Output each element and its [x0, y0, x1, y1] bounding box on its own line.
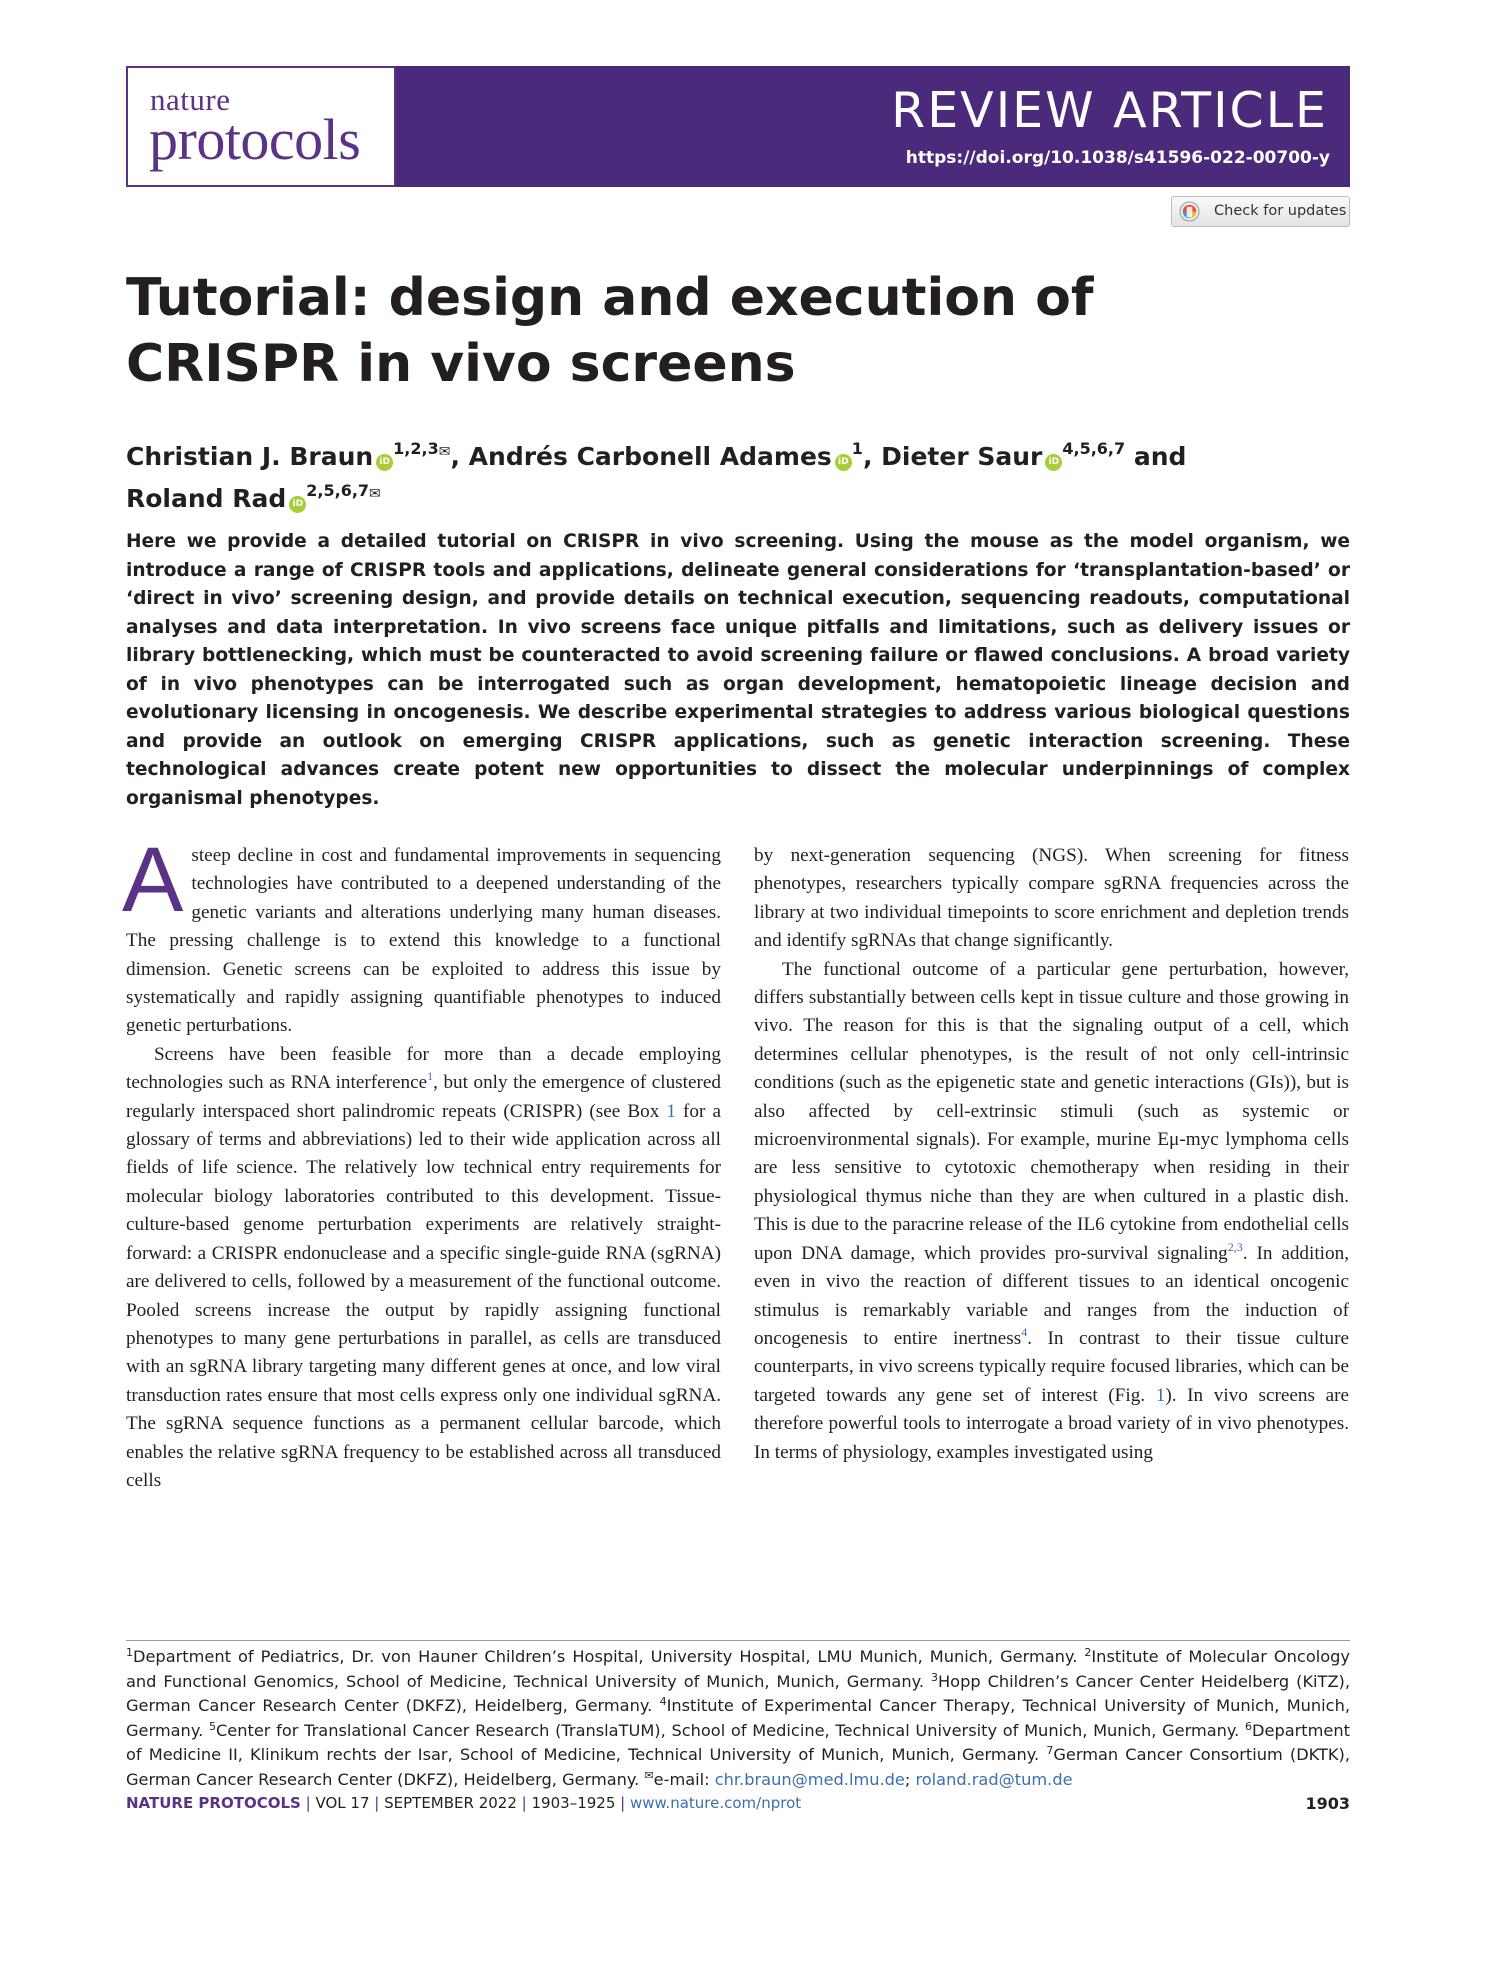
article-title: Tutorial: design and execution of CRISPR in vivo screens	[126, 268, 1094, 394]
paragraph-text: for a glossary of terms and abbreviations) led to their wide application across all fields of life science. The relatively low technical entry requirements for molecular biology laboratories contributed to this development. Tissue-culture-based genome perturbation experiments are relatively straight-forward: a CRISPR endonuclease and a specific single-guide RNA (sgRNA) are delivered to cells, followed by a measurement of the functional outcome. Pooled screens increase the output by rapidly assigning functional phenotypes to many gene perturbations in parallel, as cells are transduced with an sgRNA library targeting many different genes at once, and low viral transduction rates ensure that most cells express only one individual sgRNA. The sgRNA sequence functions as a permanent cellular barcode, which enables the relative sgRNA frequency to be established across all transduced cells	[126, 1100, 721, 1491]
affiliation-text: Institute of Molecular Oncology and Functional Genomics, School of Medicine, Technical University of Munich, Munich, Germany.	[126, 1647, 1350, 1691]
body-column-left	[122, 829, 721, 1495]
author-affiliation: 4,5,6,7	[1062, 439, 1126, 458]
author-affiliation: 2,5,6,7	[306, 481, 370, 500]
paragraph-text: The functional outcome of a particular gene perturbation, however, differs substantially between cells kept in tissue culture and those growing in vivo. The reason for this is that the signaling output of a cell, which determines cellular phenotypes, is the result of not only cell-intrinsic conditions (such as the epigenetic state and genetic interactions (GIs)), but is also affected by cell-extrinsic stimuli (such as systemic or microenvironmental signals). For example, murine Eμ-myc lymphoma cells are less sensitive to cytotoxic chemotherapy when residing in their physiological thymus niche than they are when cultured in a plastic dish. This is due to the paracrine release of the IL6 cytokine from endothelial cells upon DNA damage, which provides pro-survival signaling	[754, 958, 1349, 1264]
affiliation-number: 7	[1046, 1744, 1054, 1757]
orcid-icon[interactable]: iD	[289, 496, 306, 513]
email-icon[interactable]: ✉	[369, 486, 381, 502]
affiliation-number: 5	[208, 1719, 216, 1733]
abstract: Here we provide a detailed tutorial on CRISPR in vivo screening. Using the mouse as the model organism, we introduce a range of CRISPR tools and applications, delineate general considerations for ‘transplantation-based’ or ‘direct in vivo’ screening design, and provide details on technical execution, sequencing readouts, computational analyses and data interpretation. In vivo screens face unique pitfalls and limitations, such as delivery issues or library bottlenecking, which must be counteracted to avoid screening failure or flawed conclusions. A broad variety of in vivo phenotypes can be interrogated such as organ development, hematopoietic lineage decision and evolutionary licensing in oncogenesis. We describe experimental strategies to address various biological questions and provide an outlook on emerging CRISPR applications, such as genetic interaction screening. These technological advances create potent new opportunities to dissect the molecular underpinnings of complex organismal phenotypes.	[126, 531, 1350, 809]
affiliation-text: Institute of Experimental Cancer Therapy, Technical University of Munich, Munich, Germany.	[126, 1696, 1350, 1740]
email-icon: ✉	[644, 1768, 654, 1782]
logo-text-nature: nature	[150, 82, 231, 117]
check-for-updates-label: Check for updates	[1214, 203, 1347, 219]
reference-link[interactable]: 4	[1021, 1324, 1028, 1339]
author-affiliation: 1,2,3	[393, 439, 439, 458]
journal-logo[interactable]	[126, 66, 396, 187]
author-separator: ,	[450, 442, 469, 471]
paragraph-text: ). In vivo screens are therefore powerful tools to interrogate a broad variety of in vivo phenotypes. In terms of physiology, examples investigated using	[754, 1384, 1350, 1463]
footer-separator: |	[620, 1794, 626, 1812]
footer-separator: |	[305, 1794, 311, 1812]
paragraph	[126, 1041, 721, 1496]
body-column-right	[754, 842, 1349, 1467]
logo-text-protocols: protocols	[149, 107, 361, 172]
page-footer	[126, 1794, 1350, 1818]
author-separator: and	[1125, 442, 1187, 471]
author-separator: ,	[862, 442, 882, 471]
divider	[126, 1640, 1350, 1641]
affiliation-number: 2	[1084, 1646, 1092, 1659]
author-name[interactable]: Dieter Saur	[881, 442, 1043, 471]
email-icon[interactable]: ✉	[438, 444, 451, 460]
figure-link[interactable]: 1	[1155, 1384, 1166, 1406]
reference-link[interactable]: 1	[427, 1069, 434, 1084]
paragraph-text: , but only the emergence of clustered regularly interspaced short palindromic repeats (CRISPR) (see Box	[126, 1072, 721, 1122]
crossmark-icon	[1179, 201, 1200, 222]
affiliation-number: 3	[931, 1670, 938, 1684]
affiliation-text: Department of Pediatrics, Dr. von Hauner Children’s Hospital, University Hospital, LMU Munich, Munich, Germany.	[133, 1647, 1085, 1666]
affiliations	[126, 1645, 1350, 1792]
email-link[interactable]: chr.braun@med.lmu.de	[714, 1769, 905, 1789]
author-affiliation: 1	[851, 439, 863, 458]
affiliation-text: German Cancer Consortium (DKTK), German Cancer Research Center (DKFZ), Heidelberg, Germany.	[126, 1745, 1350, 1789]
email-link[interactable]: roland.rad@tum.de	[915, 1769, 1073, 1789]
author-list	[126, 432, 1326, 516]
check-for-updates-button[interactable]	[1171, 196, 1350, 227]
doi-link[interactable]: https://doi.org/10.1038/s41596-022-00700-y	[905, 148, 1330, 168]
affiliation-text: Center for Translational Cancer Research (TranslaTUM), School of Medicine, Technical University of Munich, Munich, Germany.	[215, 1720, 1246, 1740]
affiliation-number: 6	[1245, 1719, 1253, 1733]
footer-separator: |	[374, 1794, 380, 1812]
author-name[interactable]: Roland Rad	[126, 484, 287, 513]
footer-date: SEPTEMBER 2022	[384, 1794, 517, 1812]
footer-journal-name: NATURE PROTOCOLS	[126, 1794, 301, 1812]
footer-separator: |	[521, 1794, 527, 1812]
page-number: 1903	[1305, 1794, 1350, 1813]
affiliation-number: 1	[126, 1646, 133, 1659]
article-type-banner	[396, 66, 1350, 187]
paragraph-text: . In addition, even in vivo the reaction of different tissues to an identical oncogenic stimulus is remarkably variable and ranges from the induction of oncogenesis to entire inertness	[754, 1242, 1349, 1349]
drop-cap: A	[122, 829, 184, 931]
affiliation-number: 4	[659, 1695, 667, 1708]
box-link[interactable]: 1	[666, 1100, 676, 1122]
orcid-icon[interactable]: iD	[1045, 454, 1062, 471]
orcid-icon[interactable]: iD	[376, 454, 393, 471]
paragraph	[122, 829, 721, 1041]
email-separator: ;	[904, 1769, 916, 1789]
reference-link[interactable]: 2,3	[1227, 1239, 1243, 1254]
author-name[interactable]: Christian J. Braun	[126, 442, 374, 471]
paragraph-text: . In contrast to their tissue culture counterparts, in vivo screens typically require focused libraries, which can be targeted towards any gene set of interest (Fig.	[754, 1327, 1349, 1406]
paragraph	[754, 956, 1349, 1467]
paragraph-text: steep decline in cost and fundamental improvements in sequencing technologies have contributed to a deepened understanding of the genetic variants and alterations underlying many human diseases. The pressing challenge is to extend this knowledge to a functional dimension. Genetic screens can be exploited to address this issue by systematically and rapidly assigning quantifiable phenotypes to induced genetic perturbations.	[126, 845, 721, 1037]
paragraph-text: Screens have been feasible for more than a decade employing technologies such as RNA interference	[126, 1043, 721, 1094]
article-type: REVIEW ARTICLE	[891, 82, 1328, 139]
footer-url[interactable]: www.nature.com/nprot	[630, 1794, 802, 1812]
orcid-icon[interactable]: iD	[835, 454, 852, 471]
affiliation-text: Department of Medicine II, Klinikum rechts der Isar, School of Medicine, Technical University of Munich, Munich, Germany.	[126, 1720, 1350, 1764]
affiliation-text: Hopp Children’s Cancer Center Heidelberg (KiTZ), German Cancer Research Center (DKFZ), Heidelberg, Germany.	[126, 1671, 1350, 1715]
author-name[interactable]: Andrés Carbonell Adames	[468, 442, 832, 471]
footer-pages: 1903–1925	[531, 1794, 616, 1812]
footer-volume: VOL 17	[315, 1794, 370, 1812]
paragraph: by next-generation sequencing (NGS). When screening for fitness phenotypes, researchers typically compare sgRNA frequencies across the library at two individual timepoints to score enrichment and depletion trends and identify sgRNAs that change significantly.	[754, 845, 1349, 952]
email-label: e-mail:	[653, 1769, 715, 1789]
